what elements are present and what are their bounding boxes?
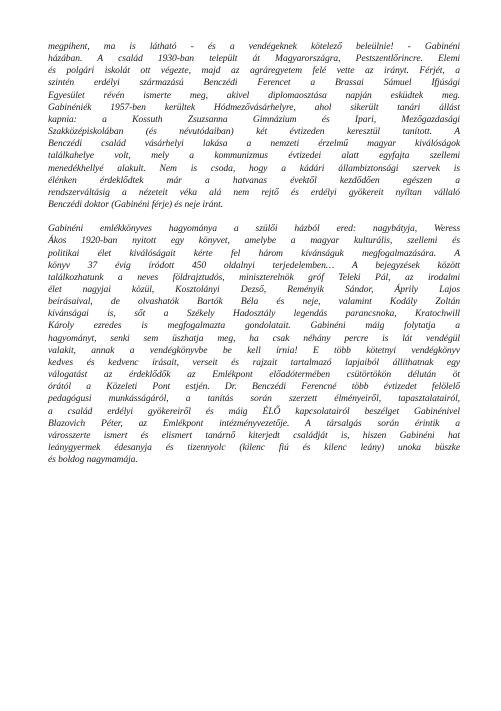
text-line: Károly ezredes is megfogalmazta gondolatait. Gabinéni máig folytatja a [48,320,460,332]
text-line: kedves és kedvenc írásait, verseit és rajzait tartalmazó lapjaiból állíthatnak egy [48,356,460,368]
text-line: leánygyermek édesanyja és tizennyolc (kilenc fiú és kilenc leány) unoka büszke [48,442,460,453]
text-line: kívánságai is, sőt a Székely Hadosztály legendás parancsnoka, Kratochwill [48,308,460,320]
text-line: megpihent, ma is látható - és a vendégeknek kötelező beleülnie! - Gabinéni [48,41,460,52]
document-page [48,41,460,466]
text-line: könyv 37 évig íródott 450 oldalnyi terjedelemben… A bejegyzések között [48,259,460,271]
text-line: házában. A család 1930-ban települt át Magyarországra, Pestszentlőrincre. Elemi [48,53,460,65]
text-line: beírásaival, de olvashatók Bartók Béla és neje, valamint Kodály Zoltán [48,296,460,308]
text-line: és polgári iskolát ott végezte, majd az agráregyetem felé vette az irányt. Férjét, a [48,65,460,77]
text-line: találkozhatunk a neves földrajztudós, miniszterelnök gróf Teleki Pál, az irodalmi [48,271,460,283]
text-line: városszerte ismert és elismert tanárnő kiterjedt családját is, hiszen Gabinéni hat [48,429,460,441]
text-line: élet nagyjai közül, Kosztolányi Dezső, Reményik Sándor, Áprily Lajos [48,283,460,295]
text-line: válogatást az érdeklődők az Emlékpont előadótermében csütörtökön délután öt [48,369,460,381]
text-line: kapnia: a Kossuth Zsuzsanna Gimnázium és Ipari, Mezőgazdasági [48,113,460,125]
text-line: a család erdélyi gyökereiről és máig ÉLŐ kapcsolatairól beszélget Gabinénivel [48,405,460,417]
paragraph-guestbook-tradition [48,223,460,466]
text-line: Gabinéniék 1957-ben kerültek Hódmezővásárhelyre, ahol sikerült tanári állást [48,101,460,113]
text-line: és boldog nagymamája. [48,454,138,466]
text-line: hagyományt, senki sem üszhatja meg, ha csak néhány percre is lát vendégül [48,332,460,344]
text-line: Szakközépiskolában (és névutódaiban) két évtizeden keresztül tanított. A [48,126,460,138]
text-line: pedagógusi munkásságáról, a tanítás során szerzett élményeiről, tapasztalatairól, [48,393,460,405]
text-line: Benczédi doktor (Gabinéni férje) és neje iránt. [48,199,224,211]
text-line: Egyesület révén ismerte meg, akivel diplomaosztása napján esküdtek meg. [48,89,460,101]
text-line: Benczédi család vásárhelyi lakása a nemzeti érzelmű magyar kiválóságok [48,138,460,150]
text-line: rendszerváltásig a nézeteit véka alá nem rejtő és erdélyi gyökereit nyíltan vállaló [48,186,460,198]
paragraph-biography [48,41,460,211]
text-line: menedékhellyé alakult. Nem is csoda, hogy a kádári állambiztonsági szervek is [48,162,460,174]
text-line: Gabinéni emlékkönyves hagyománya a szülői házból ered: nagybátyja, Weress [48,223,460,235]
text-line: találkahelye volt, mely a kommunizmus évtizedei alatt egyfajta szellemi [48,150,460,162]
text-line: élénken érdeklődtek már a hatvanas évektől kezdődően egészen a [48,174,460,186]
text-line: valakit, annak a vendégkönyvbe be kell írnia! E több kötetnyi vendégkönyv [48,344,460,356]
text-line: Blazovich Péter, az Emlékpont intézményvezetője. A társalgás során érintik a [48,417,460,429]
text-line: Ákos 1920-ban nyitott egy könyvet, amelybe a magyar kulturális, szellemi és [48,235,460,247]
text-line: politikai élet kiválóságait kérte fel három kívánságuk megfogalmazására. A [48,247,460,259]
text-line: szintén erdélyi származású Benczédi Ferencet a Brassai Sámuel Ifjúsági [48,77,460,89]
text-line: órától a Közeleti Pont estjén. Dr. Benczédi Ferencné több évtizedet felölelő [48,381,460,393]
